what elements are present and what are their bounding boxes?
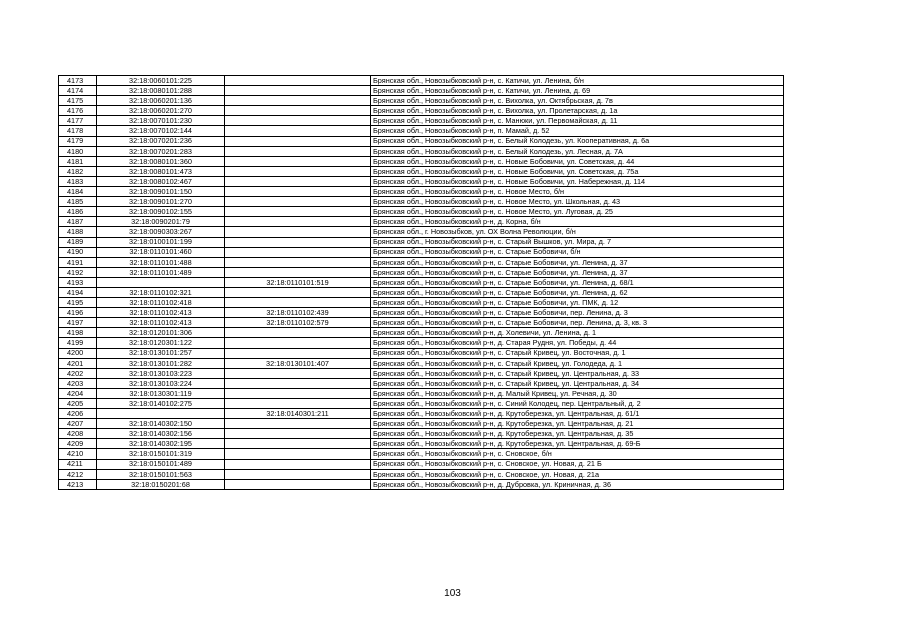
- table-row: [59, 368, 784, 378]
- row-number-cell: 4183: [59, 176, 97, 186]
- address-cell: Брянская обл., Новозыбковский р-н, с. Новые Бобовичи, ул. Советская, д. 44: [371, 156, 784, 166]
- cadastral-number-cell: 32:18:0110101:489: [97, 267, 225, 277]
- address-cell: Брянская обл., Новозыбковский р-н, с. Сновское, ул. Новая, д. 21а: [371, 469, 784, 479]
- linked-cadastral-number-cell: [225, 479, 371, 489]
- row-number-cell: 4200: [59, 348, 97, 358]
- cadastral-number-cell: 32:18:0140102:275: [97, 399, 225, 409]
- table-row: [59, 358, 784, 368]
- row-number-cell: 4206: [59, 409, 97, 419]
- row-number-cell: 4182: [59, 166, 97, 176]
- row-number-cell: 4186: [59, 207, 97, 217]
- linked-cadastral-number-cell: [225, 469, 371, 479]
- cadastral-number-cell: 32:18:0110102:413: [97, 308, 225, 318]
- linked-cadastral-number-cell: 32:18:0130101:407: [225, 358, 371, 368]
- linked-cadastral-number-cell: [225, 368, 371, 378]
- linked-cadastral-number-cell: [225, 96, 371, 106]
- table-row: [59, 197, 784, 207]
- cadastral-number-cell: 32:18:0100101:199: [97, 237, 225, 247]
- cadastral-number-cell: 32:18:0130101:257: [97, 348, 225, 358]
- cadastral-number-cell: 32:18:0080101:288: [97, 86, 225, 96]
- address-cell: Брянская обл., Новозыбковский р-н, д. Крутоберезка, ул. Центральная, д. 21: [371, 419, 784, 429]
- address-cell: Брянская обл., Новозыбковский р-н, с. Старые Бобовичи, пер. Ленина, д. 3: [371, 308, 784, 318]
- linked-cadastral-number-cell: [225, 166, 371, 176]
- table-row: [59, 449, 784, 459]
- table-row: [59, 227, 784, 237]
- row-number-cell: 4181: [59, 156, 97, 166]
- cadastral-number-cell: 32:18:0110102:418: [97, 298, 225, 308]
- table-row: [59, 429, 784, 439]
- linked-cadastral-number-cell: [225, 247, 371, 257]
- linked-cadastral-number-cell: [225, 399, 371, 409]
- row-number-cell: 4175: [59, 96, 97, 106]
- linked-cadastral-number-cell: [225, 106, 371, 116]
- linked-cadastral-number-cell: [225, 217, 371, 227]
- table-row: [59, 469, 784, 479]
- row-number-cell: 4196: [59, 308, 97, 318]
- linked-cadastral-number-cell: 32:18:0110102:439: [225, 308, 371, 318]
- address-cell: Брянская обл., Новозыбковский р-н, с. Новые Бобовичи, ул. Советская, д. 75а: [371, 166, 784, 176]
- row-number-cell: 4188: [59, 227, 97, 237]
- address-cell: Брянская обл., Новозыбковский р-н, с. Старые Бобовичи, б/н: [371, 247, 784, 257]
- cadastral-number-cell: 32:18:0090101:150: [97, 187, 225, 197]
- linked-cadastral-number-cell: 32:18:0140301:211: [225, 409, 371, 419]
- row-number-cell: 4208: [59, 429, 97, 439]
- row-number-cell: 4189: [59, 237, 97, 247]
- cadastral-number-cell: 32:18:0130103:223: [97, 368, 225, 378]
- cadastral-number-cell: 32:18:0150201:68: [97, 479, 225, 489]
- table-row: [59, 207, 784, 217]
- table-row: [59, 86, 784, 96]
- table-row: [59, 298, 784, 308]
- linked-cadastral-number-cell: [225, 197, 371, 207]
- cadastral-number-cell: [97, 409, 225, 419]
- table-row: [59, 187, 784, 197]
- cadastral-number-cell: 32:18:0140302:150: [97, 419, 225, 429]
- address-cell: Брянская обл., Новозыбковский р-н, с. Синий Колодец, пер. Центральный, д. 2: [371, 399, 784, 409]
- address-cell: Брянская обл., Новозыбковский р-н, с. Старый Кривец, ул. Центральная, д. 33: [371, 368, 784, 378]
- address-cell: Брянская обл., г. Новозыбков, ул. ОХ Волна Революции, б/н: [371, 227, 784, 237]
- row-number-cell: 4202: [59, 368, 97, 378]
- address-cell: Брянская обл., Новозыбковский р-н, с. Старый Кривец, ул. Голодеда, д. 1: [371, 358, 784, 368]
- address-cell: Брянская обл., Новозыбковский р-н, п. Мамай, д. 52: [371, 126, 784, 136]
- row-number-cell: 4209: [59, 439, 97, 449]
- linked-cadastral-number-cell: [225, 146, 371, 156]
- address-cell: Брянская обл., Новозыбковский р-н, с. Новое Место, ул. Школьная, д. 43: [371, 197, 784, 207]
- cadastral-number-cell: 32:18:0060201:270: [97, 106, 225, 116]
- table-row: [59, 146, 784, 156]
- row-number-cell: 4213: [59, 479, 97, 489]
- row-number-cell: 4184: [59, 187, 97, 197]
- cadastral-number-cell: 32:18:0090102:155: [97, 207, 225, 217]
- row-number-cell: 4178: [59, 126, 97, 136]
- table-row: [59, 479, 784, 489]
- row-number-cell: 4204: [59, 388, 97, 398]
- linked-cadastral-number-cell: [225, 459, 371, 469]
- cadastral-number-cell: 32:18:0120101:306: [97, 328, 225, 338]
- cadastral-number-cell: 32:18:0130101:282: [97, 358, 225, 368]
- linked-cadastral-number-cell: [225, 207, 371, 217]
- table-row: [59, 328, 784, 338]
- table-row: [59, 176, 784, 186]
- linked-cadastral-number-cell: [225, 156, 371, 166]
- linked-cadastral-number-cell: 32:18:0110101:519: [225, 277, 371, 287]
- cadastral-number-cell: 32:18:0060101:225: [97, 76, 225, 86]
- page-number: 103: [444, 588, 461, 599]
- linked-cadastral-number-cell: [225, 348, 371, 358]
- address-cell: Брянская обл., Новозыбковский р-н, с. Сновское, б/н: [371, 449, 784, 459]
- row-number-cell: 4203: [59, 378, 97, 388]
- address-cell: Брянская обл., Новозыбковский р-н, с. Вихолка, ул. Октябрьская, д. 7в: [371, 96, 784, 106]
- table-row: [59, 267, 784, 277]
- row-number-cell: 4191: [59, 257, 97, 267]
- cadastral-number-cell: 32:18:0140302:195: [97, 439, 225, 449]
- row-number-cell: 4185: [59, 197, 97, 207]
- linked-cadastral-number-cell: [225, 328, 371, 338]
- table-row: [59, 217, 784, 227]
- cadastral-number-cell: 32:18:0150101:563: [97, 469, 225, 479]
- address-cell: Брянская обл., Новозыбковский р-н, д. Дубровка, ул. Криничная, д. 36: [371, 479, 784, 489]
- linked-cadastral-number-cell: [225, 227, 371, 237]
- cadastral-number-cell: 32:18:0080102:467: [97, 176, 225, 186]
- row-number-cell: 4201: [59, 358, 97, 368]
- row-number-cell: 4192: [59, 267, 97, 277]
- table-row: [59, 76, 784, 86]
- table-row: [59, 459, 784, 469]
- address-cell: Брянская обл., Новозыбковский р-н, с. Новые Бобовичи, ул. Набережная, д. 114: [371, 176, 784, 186]
- cadastral-number-cell: 32:18:0070201:236: [97, 136, 225, 146]
- linked-cadastral-number-cell: [225, 86, 371, 96]
- cadastral-number-cell: 32:18:0130103:224: [97, 378, 225, 388]
- address-cell: Брянская обл., Новозыбковский р-н, с. Старый Кривец, ул. Центральная, д. 34: [371, 378, 784, 388]
- address-cell: Брянская обл., Новозыбковский р-н, д. Крутоберезка, ул. Центральная, д. 61/1: [371, 409, 784, 419]
- table-row: [59, 166, 784, 176]
- address-cell: Брянская обл., Новозыбковский р-н, с. Новое Место, ул. Луговая, д. 25: [371, 207, 784, 217]
- cadastral-number-cell: 32:18:0080101:473: [97, 166, 225, 176]
- linked-cadastral-number-cell: [225, 187, 371, 197]
- address-cell: Брянская обл., Новозыбковский р-н, с. Манюки, ул. Первомайская, д. 11: [371, 116, 784, 126]
- address-cell: Брянская обл., Новозыбковский р-н, с. Белый Колодезь, ул. Лесная, д. 7А: [371, 146, 784, 156]
- row-number-cell: 4207: [59, 419, 97, 429]
- linked-cadastral-number-cell: [225, 388, 371, 398]
- cadastral-number-cell: 32:18:0120301:122: [97, 338, 225, 348]
- address-cell: Брянская обл., Новозыбковский р-н, с. Вихолка, ул. Пролетарская, д. 1а: [371, 106, 784, 116]
- row-number-cell: 4177: [59, 116, 97, 126]
- address-cell: Брянская обл., Новозыбковский р-н, с. Старый Вышков, ул. Мира, д. 7: [371, 237, 784, 247]
- table-row: [59, 318, 784, 328]
- row-number-cell: 4212: [59, 469, 97, 479]
- row-number-cell: 4211: [59, 459, 97, 469]
- table-row: [59, 237, 784, 247]
- table-row: [59, 277, 784, 287]
- linked-cadastral-number-cell: [225, 449, 371, 459]
- address-cell: Брянская обл., Новозыбковский р-н, д. Корна, б/н: [371, 217, 784, 227]
- cadastral-number-cell: 32:18:0150101:489: [97, 459, 225, 469]
- address-cell: Брянская обл., Новозыбковский р-н, с. Старый Кривец, ул. Восточная, д. 1: [371, 348, 784, 358]
- linked-cadastral-number-cell: [225, 76, 371, 86]
- row-number-cell: 4194: [59, 287, 97, 297]
- table-row: [59, 126, 784, 136]
- linked-cadastral-number-cell: [225, 257, 371, 267]
- table-row: [59, 439, 784, 449]
- address-cell: Брянская обл., Новозыбковский р-н, д. Малый Кривец, ул. Речная, д. 30: [371, 388, 784, 398]
- address-cell: Брянская обл., Новозыбковский р-н, д. Старая Рудня, ул. Победы, д. 44: [371, 338, 784, 348]
- address-cell: Брянская обл., Новозыбковский р-н, с. Катичи, ул. Ленина, б/н: [371, 76, 784, 86]
- address-cell: Брянская обл., Новозыбковский р-н, д. Холевичи, ул. Ленина, д. 1: [371, 328, 784, 338]
- row-number-cell: 4187: [59, 217, 97, 227]
- row-number-cell: 4179: [59, 136, 97, 146]
- table-row: [59, 419, 784, 429]
- linked-cadastral-number-cell: [225, 439, 371, 449]
- linked-cadastral-number-cell: [225, 126, 371, 136]
- linked-cadastral-number-cell: [225, 338, 371, 348]
- table-row: [59, 257, 784, 267]
- cadastral-number-cell: 32:18:0110101:460: [97, 247, 225, 257]
- linked-cadastral-number-cell: 32:18:0110102:579: [225, 318, 371, 328]
- linked-cadastral-number-cell: [225, 429, 371, 439]
- address-cell: Брянская обл., Новозыбковский р-н, с. Старые Бобовичи, ул. Ленина, д. 62: [371, 287, 784, 297]
- table-row: [59, 96, 784, 106]
- linked-cadastral-number-cell: [225, 419, 371, 429]
- table-row: [59, 338, 784, 348]
- cadastral-number-cell: 32:18:0110102:321: [97, 287, 225, 297]
- cadastral-number-cell: 32:18:0110101:488: [97, 257, 225, 267]
- linked-cadastral-number-cell: [225, 136, 371, 146]
- address-cell: Брянская обл., Новозыбковский р-н, д. Крутоберезка, ул. Центральная, д. 35: [371, 429, 784, 439]
- table-row: [59, 247, 784, 257]
- cadastral-number-cell: 32:18:0070201:283: [97, 146, 225, 156]
- address-cell: Брянская обл., Новозыбковский р-н, д. Крутоберезка, ул. Центральная, д. 69-Б: [371, 439, 784, 449]
- address-cell: Брянская обл., Новозыбковский р-н, с. Катичи, ул. Ленина, д. 69: [371, 86, 784, 96]
- cadastral-number-cell: 32:18:0140302:156: [97, 429, 225, 439]
- linked-cadastral-number-cell: [225, 267, 371, 277]
- address-cell: Брянская обл., Новозыбковский р-н, с. Старые Бобовичи, ул. Ленина, д. 68/1: [371, 277, 784, 287]
- row-number-cell: 4176: [59, 106, 97, 116]
- cadastral-number-cell: [97, 277, 225, 287]
- table-row: [59, 136, 784, 146]
- cadastral-number-cell: 32:18:0090101:270: [97, 197, 225, 207]
- cadastral-number-cell: 32:18:0130301:119: [97, 388, 225, 398]
- address-cell: Брянская обл., Новозыбковский р-н, с. Старые Бобовичи, пер. Ленина, д. 3, кв. 3: [371, 318, 784, 328]
- linked-cadastral-number-cell: [225, 378, 371, 388]
- row-number-cell: 4199: [59, 338, 97, 348]
- row-number-cell: 4197: [59, 318, 97, 328]
- table-row: [59, 116, 784, 126]
- row-number-cell: 4193: [59, 277, 97, 287]
- row-number-cell: 4180: [59, 146, 97, 156]
- table-body: [59, 76, 784, 490]
- row-number-cell: 4198: [59, 328, 97, 338]
- row-number-cell: 4205: [59, 399, 97, 409]
- linked-cadastral-number-cell: [225, 237, 371, 247]
- row-number-cell: 4173: [59, 76, 97, 86]
- linked-cadastral-number-cell: [225, 287, 371, 297]
- cadastral-number-cell: 32:18:0090303:267: [97, 227, 225, 237]
- table-row: [59, 156, 784, 166]
- table-row: [59, 348, 784, 358]
- table-row: [59, 287, 784, 297]
- address-cell: Брянская обл., Новозыбковский р-н, с. Новое Место, б/н: [371, 187, 784, 197]
- table-row: [59, 388, 784, 398]
- cadastral-number-cell: 32:18:0060201:136: [97, 96, 225, 106]
- address-cell: Брянская обл., Новозыбковский р-н, с. Старые Бобовичи, ул. ПМК, д. 12: [371, 298, 784, 308]
- table-row: [59, 409, 784, 419]
- row-number-cell: 4190: [59, 247, 97, 257]
- address-cell: Брянская обл., Новозыбковский р-н, с. Белый Колодезь, ул. Кооперативная, д. 6а: [371, 136, 784, 146]
- registry-table: [58, 75, 784, 490]
- address-cell: Брянская обл., Новозыбковский р-н, с. Сновское, ул. Новая, д. 21 Б: [371, 459, 784, 469]
- table-row: [59, 106, 784, 116]
- table-row: [59, 399, 784, 409]
- cadastral-number-cell: 32:18:0110102:413: [97, 318, 225, 328]
- cadastral-number-cell: 32:18:0070102:144: [97, 126, 225, 136]
- cadastral-number-cell: 32:18:0070101:230: [97, 116, 225, 126]
- row-number-cell: 4195: [59, 298, 97, 308]
- linked-cadastral-number-cell: [225, 116, 371, 126]
- address-cell: Брянская обл., Новозыбковский р-н, с. Старые Бобовичи, ул. Ленина, д. 37: [371, 257, 784, 267]
- cadastral-number-cell: 32:18:0150101:319: [97, 449, 225, 459]
- address-cell: Брянская обл., Новозыбковский р-н, с. Старые Бобовичи, ул. Ленина, д. 37: [371, 267, 784, 277]
- cadastral-number-cell: 32:18:0090201:79: [97, 217, 225, 227]
- row-number-cell: 4174: [59, 86, 97, 96]
- table-row: [59, 308, 784, 318]
- linked-cadastral-number-cell: [225, 176, 371, 186]
- table-row: [59, 378, 784, 388]
- row-number-cell: 4210: [59, 449, 97, 459]
- linked-cadastral-number-cell: [225, 298, 371, 308]
- cadastral-number-cell: 32:18:0080101:360: [97, 156, 225, 166]
